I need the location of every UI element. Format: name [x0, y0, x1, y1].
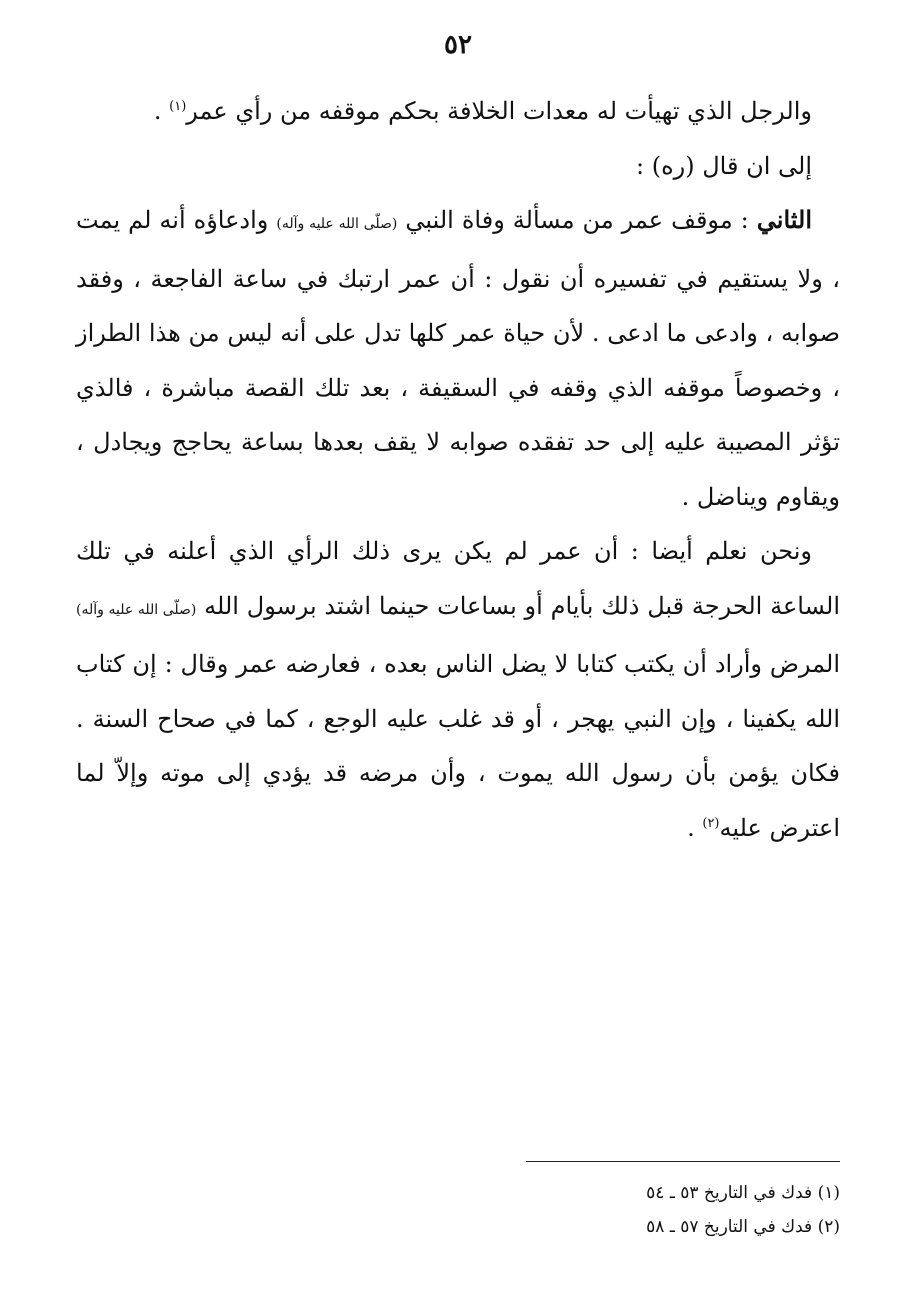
page-number: ٥٢: [444, 30, 472, 60]
paragraph-4-tail: .: [687, 813, 703, 842]
paragraph-3-text-b: وادعاؤه أنه لم يمت ، ولا يستقيم في تفسيره أن نقول : أن عمر ارتبك في ساعة الفاجعة ، وفقد صوابه ، وادعى ما ادعى . لأن حياة عمر كلها تدل على أنه ليس من هذا الطراز ، وخصوصاً موقفه الذي وقفه في السقيفة ، بعد تلك القصة مباشرة ، فالذي تؤثر المصيبة عليه إلى حد تفقده صوابه لا يقف بعدها بساعة يحاجج ويجادل ، ويقاوم ويناضل .: [76, 206, 840, 511]
footnote-1: (١) فدك في التاريخ ٥٣ ـ ٥٤: [646, 1183, 840, 1203]
footnote-separator: [526, 1161, 840, 1162]
paragraph-4-text-a: ونحن نعلم أيضا : أن عمر لم يكن يرى ذلك الرأي الذي أعلنه في تلك الساعة الحرجة قبل ذلك بأيام أو بساعات حينما اشتد برسول الله: [76, 537, 841, 620]
paragraph-1: [76, 84, 840, 139]
footnote-ref-1[interactable]: (١): [169, 99, 187, 114]
paragraph-2: [76, 139, 840, 194]
paragraph-3-lead: الثاني: [756, 205, 812, 234]
paragraph-2-text: إلى ان قال (ره) :: [636, 151, 812, 180]
footnote-2: (٢) فدك في التاريخ ٥٧ ـ ٥٨: [646, 1217, 840, 1237]
paragraph-3: [76, 193, 840, 524]
footnotes: [300, 1176, 840, 1244]
footnote-ref-2[interactable]: (٢): [702, 815, 720, 831]
body-text: [76, 84, 840, 855]
paragraph-1-text: والرجل الذي تهيأت له معدات الخلافة بحكم موقفه من رأي عمر: [186, 97, 812, 125]
paragraph-4-text-b: المرض وأراد أن يكتب كتابا لا يضل الناس بعده ، فعارضه عمر وقال : إن كتاب الله يكفينا ، وإن النبي يهجر ، أو قد غلب عليه الوجع ، كما في صحاح السنة . فكان يؤمن بأن رسول الله يموت ، وأن مرضه قد يؤدي إلى موته وإلاّ لما اعترض عليه: [76, 650, 840, 842]
paragraph-4: [76, 524, 840, 855]
paragraph-1-tail: .: [153, 97, 170, 125]
paragraph-3-text-a: : موقف عمر من مسألة وفاة النبي: [397, 206, 757, 234]
honorific-2: (صلّى الله عليه وآله): [76, 601, 197, 618]
honorific-1: (صلّى الله عليه وآله): [276, 216, 398, 232]
